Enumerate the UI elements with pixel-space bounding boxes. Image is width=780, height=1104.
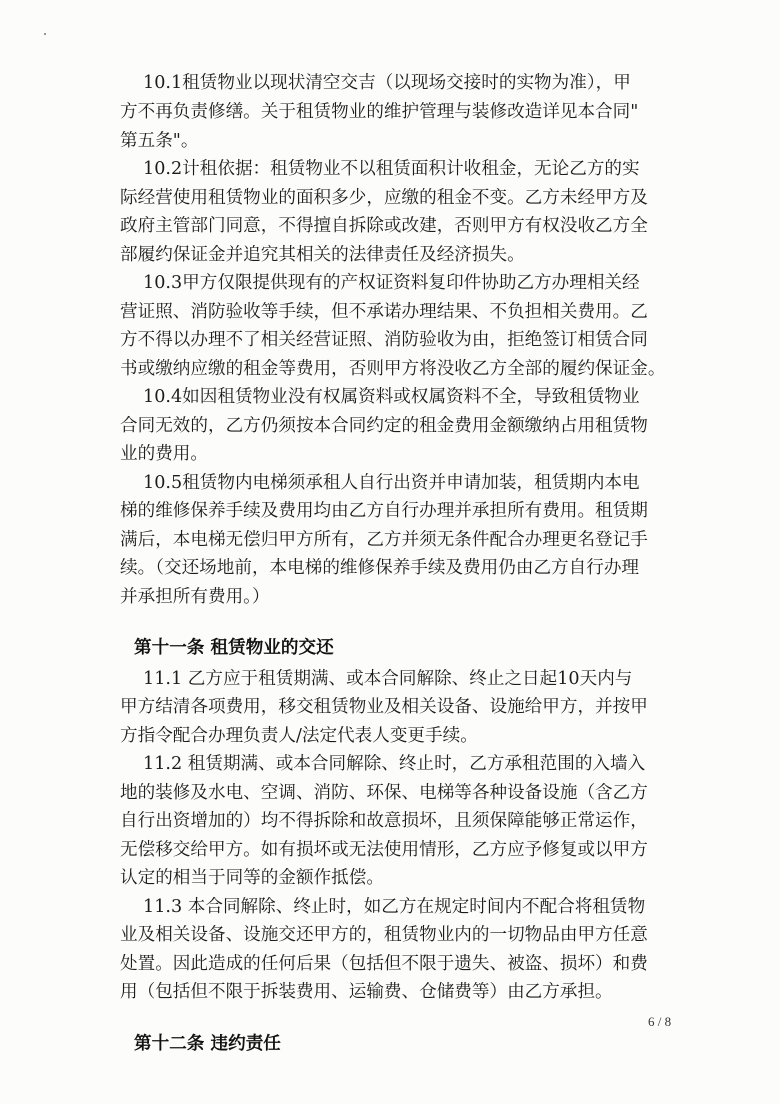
clause-10-2-line-1: 10.2计租依据：租赁物业不以租赁面积计收租金，无论乙方的实 — [143, 159, 640, 179]
clause-10-2-line-3: 政府主管部门同意，不得擅自拆除或改建，否则甲方有权没收乙方全 — [120, 216, 648, 236]
clause-11-1-line-3: 方指令配合办理负责人/法定代表人变更手续。 — [120, 726, 478, 746]
clause-10-1-line-1: 10.1租赁物业以现状清空交吉（以现场交接时的实物为准），甲 — [143, 73, 631, 93]
clause-11-1-line-2: 甲方结清各项费用，移交租赁物业及相关设备、设施给甲方，并按甲 — [120, 697, 648, 717]
clause-11-3-line-2: 业及相关设备、设施交还甲方的，租赁物业内的一切物品由甲方任意 — [120, 925, 648, 945]
clause-10-5-line-4: 续。（交还场地前，本电梯的维修保养手续及费用仍由乙方自行办理 — [120, 558, 640, 578]
clause-10-3-line-3: 方不得以办理不了相关经营证照、消防验收为由，拒绝签订相赁合同 — [120, 330, 648, 350]
clause-10-4-line-1: 10.4如因租赁物业没有权属资料或权属资料不全，导致租赁物业 — [143, 387, 640, 407]
clause-10-1-line-3: 第五条"。 — [120, 131, 199, 151]
clause-11-2-line-2: 地的装修及水电、空调、消防、环保、电梯等各种设备设施（含乙方 — [120, 783, 648, 803]
clause-10-5-line-3: 满后，本电梯无偿归甲方所有，乙方并须无条件配合办理更名登记手 — [120, 530, 648, 550]
clause-10-4-line-3: 业的费用。 — [120, 444, 208, 464]
clause-10-2-line-4: 部履约保证金并追究其相关的法律责任及经济损失。 — [120, 245, 525, 265]
clause-10-5-line-2: 梯的维修保养手续及费用均由乙方自行办理并承担所有费用。租赁期 — [120, 501, 648, 521]
clause-11-2-line-1: 11.2 租赁期满、或本合同解除、终止时，乙方承租范围的入墙入 — [143, 754, 646, 774]
clause-11-2-line-5: 认定的相当于同等的金额作抵偿。 — [120, 868, 384, 888]
page-number: 6 / 8 — [648, 1014, 672, 1029]
clause-11-3-line-1: 11.3 本合同解除、终止时，如乙方在规定时间内不配合将租赁物 — [143, 897, 646, 917]
clause-10-5-line-1: 10.5租赁物内电梯须承租人自行出资并申请加装，租赁期内本电 — [143, 473, 640, 493]
clause-10-4-line-2: 合同无效的，乙方仍须按本合同约定的租金费用金额缴纳占用租赁物 — [120, 416, 648, 436]
clause-11-2-line-4: 无偿移交给甲方。如有损坏或无法使用情形，乙方应予修复或以甲方 — [120, 840, 648, 860]
clause-11-2-line-3: 自行出资增加的）均不得拆除和故意损坏，且须保障能够正常运作， — [120, 811, 648, 831]
clause-11-3-line-4: 用（包括但不限于拆装费用、运输费、仓储费等）由乙方承担。 — [120, 982, 613, 1002]
clause-10-3-line-4: 书或缴纳应缴的租金等费用，否则甲方将没收乙方全部的履约保证金。 — [120, 359, 666, 379]
article-12-heading: 第十二条 违约责任 — [134, 1034, 281, 1054]
clause-11-3-line-3: 处置。因此造成的任何后果（包括但不限于遗失、被盗、损坏）和费 — [120, 954, 648, 974]
clause-10-3-line-2: 营证照、消防验收等手续，但不承诺办理结果、不负担相关费用。乙 — [120, 302, 648, 322]
clause-10-3-line-1: 10.3甲方仅限提供现有的产权证资料复印件协助乙方办理相关经 — [143, 273, 640, 293]
clause-11-1-line-1: 11.1 乙方应于租赁期满、或本合同解除、终止之日起10天内与 — [143, 669, 633, 689]
clause-10-1-line-2: 方不再负责修缮。关于租赁物业的维护管理与装修改造详见本合同" — [120, 102, 639, 122]
article-11-heading: 第十一条 租赁物业的交还 — [134, 638, 334, 658]
clause-10-5-line-5: 并承担所有费用。） — [120, 587, 270, 607]
scan-speck — [44, 33, 46, 35]
clause-10-2-line-2: 际经营使用租赁物业的面积多少，应缴的租金不变。乙方未经甲方及 — [120, 188, 648, 208]
